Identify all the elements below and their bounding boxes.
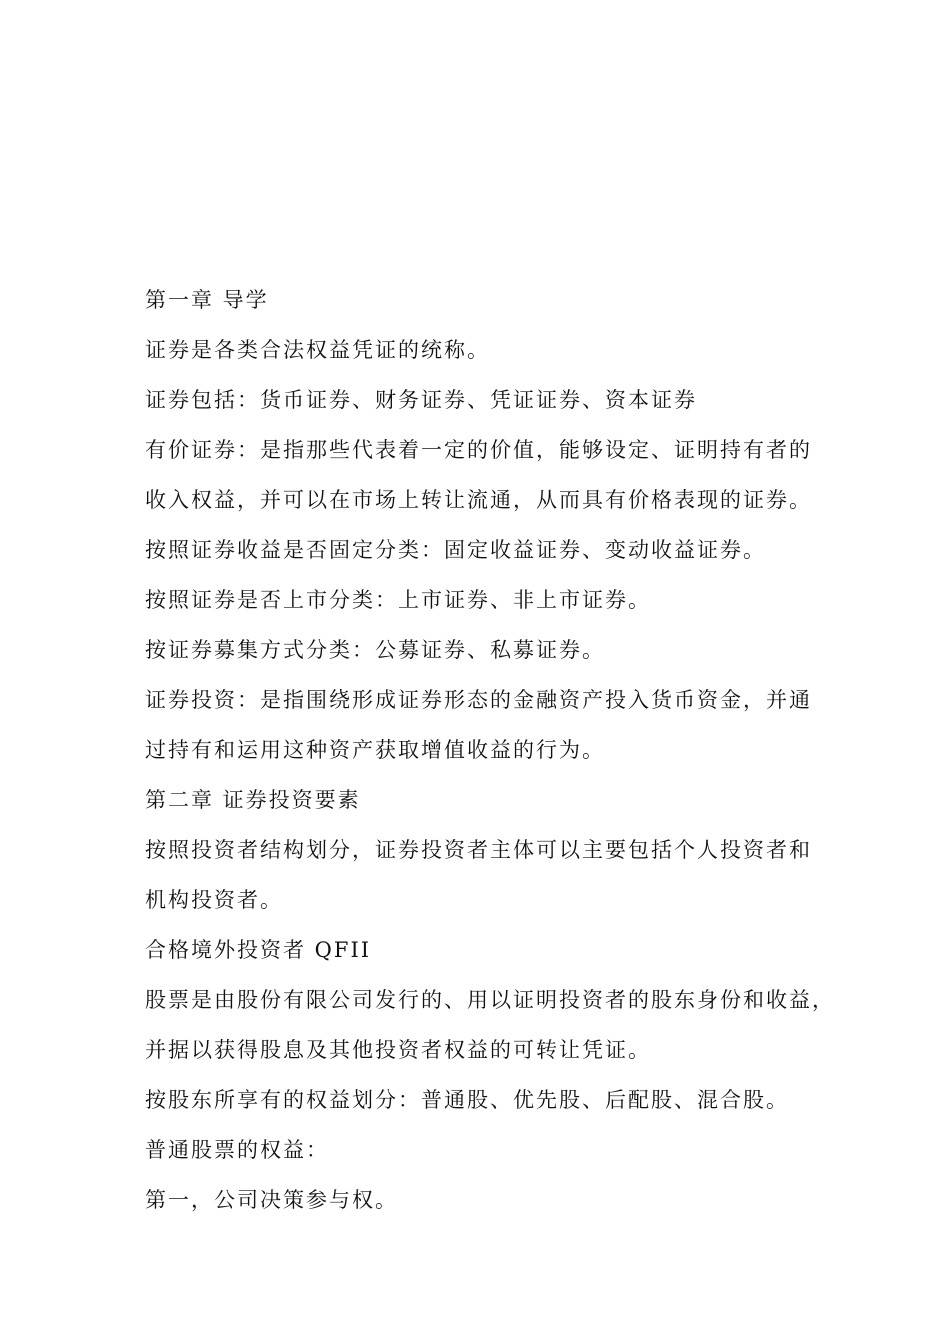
paragraph-line: 有价证券：是指那些代表着一定的价值，能够设定、证明持有者的 [145, 438, 812, 462]
paragraph-line: 股票是由股份有限公司发行的、用以证明投资者的股东身份和收益， [145, 988, 835, 1012]
paragraph-line: 第一，公司决策参与权。 [145, 1188, 398, 1212]
paragraph-line: 证券包括：货币证券、财务证券、凭证证券、资本证券 [145, 388, 697, 412]
chapter-heading: 第一章 导学 [145, 288, 269, 312]
paragraph-line: 并据以获得股息及其他投资者权益的可转让凭证。 [145, 1038, 651, 1062]
paragraph-line: 普通股票的权益： [145, 1138, 329, 1162]
paragraph-line: 机构投资者。 [145, 888, 283, 912]
paragraph-line: 证券投资：是指围绕形成证券形态的金融资产投入货币资金，并通 [145, 688, 812, 712]
paragraph-line: 按证券募集方式分类：公募证券、私募证券。 [145, 638, 605, 662]
paragraph-line: 过持有和运用这种资产获取增值收益的行为。 [145, 738, 605, 762]
paragraph-line: 合格境外投资者 QFII [145, 938, 372, 962]
paragraph-line: 证券是各类合法权益凭证的统称。 [145, 338, 490, 362]
paragraph-line: 按股东所享有的权益划分：普通股、优先股、后配股、混合股。 [145, 1088, 789, 1112]
paragraph-line: 按照证券收益是否固定分类：固定收益证券、变动收益证券。 [145, 538, 766, 562]
paragraph-line: 按照投资者结构划分，证券投资者主体可以主要包括个人投资者和 [145, 838, 812, 862]
paragraph-line: 按照证券是否上市分类：上市证券、非上市证券。 [145, 588, 651, 612]
paragraph-line: 收入权益，并可以在市场上转让流通，从而具有价格表现的证券。 [145, 488, 812, 512]
document-body [145, 280, 835, 1230]
chapter-heading: 第二章 证券投资要素 [145, 788, 361, 812]
